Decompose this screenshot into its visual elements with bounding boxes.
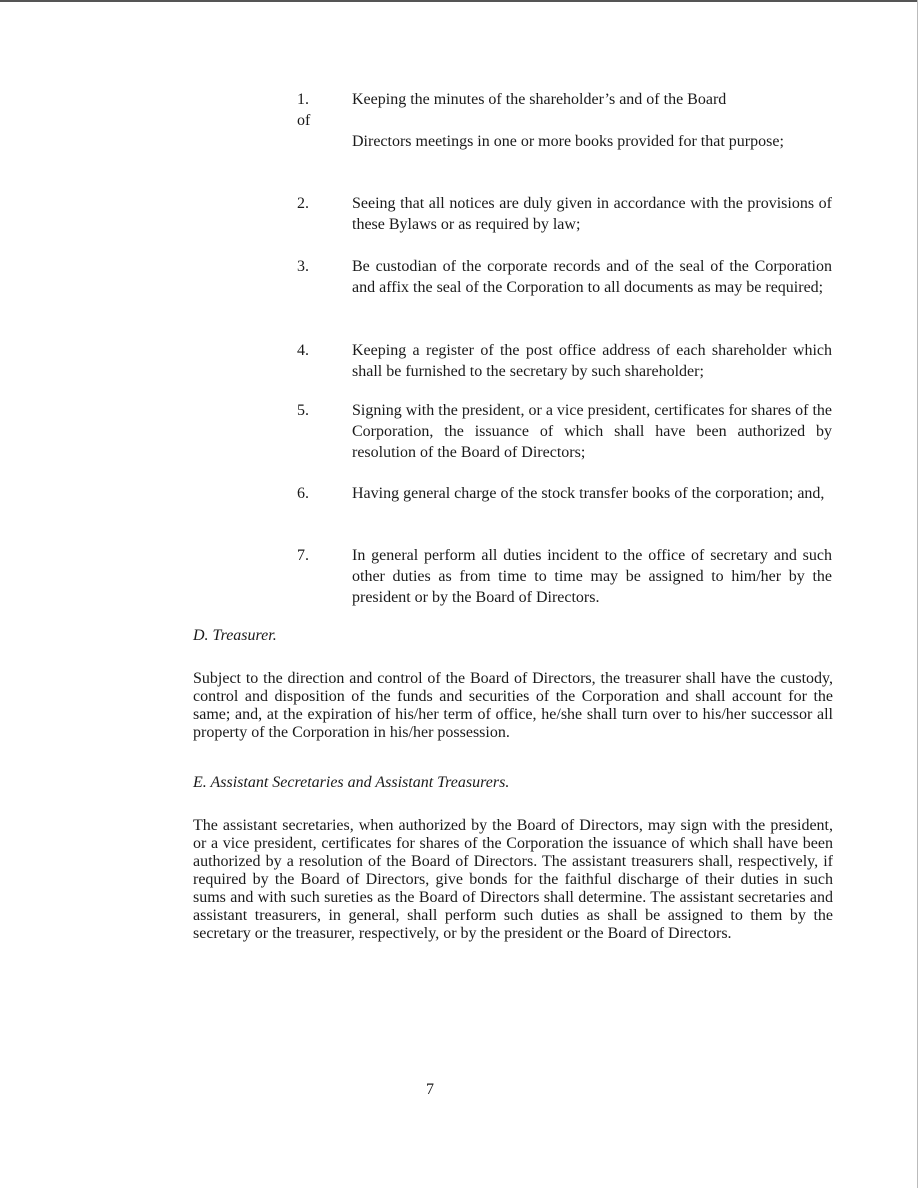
list-item-7 [297, 545, 832, 608]
list-item-4 [297, 340, 832, 382]
list-item-1 [297, 89, 832, 150]
treasurer-heading: D. Treasurer. [193, 627, 277, 644]
item-number: 1. [297, 91, 309, 108]
item-number: 6. [297, 485, 309, 502]
item-text: Signing with the president, or a vice president, certificates for shares of the Corporation, the issuance of which shall have been authorized by resolution of the Board of Directors; [352, 402, 832, 461]
item-text: Be custodian of the corporate records and of the seal of the Corporation and affix the seal of the Corporation to all documents as may be required; [352, 258, 832, 296]
assistants-heading: E. Assistant Secretaries and Assistant Treasurers. [193, 774, 510, 791]
item-text: Having general charge of the stock transfer books of the corporation; and, [352, 485, 825, 502]
page-number: 7 [426, 1081, 434, 1098]
item-text: Seeing that all notices are duly given in accordance with the provisions of these Bylaws or as required by law; [352, 195, 832, 233]
item-number: 5. [297, 402, 309, 419]
list-item-3 [297, 256, 832, 298]
item-number: 3. [297, 258, 309, 275]
item-number: 2. [297, 195, 309, 212]
list-item-2 [297, 193, 832, 235]
item-number: 7. [297, 547, 309, 564]
item-number: 4. [297, 342, 309, 359]
list-item-5 [297, 400, 832, 463]
item-text-continuation: Directors meetings in one or more books provided for that purpose; [352, 133, 784, 150]
item-text-line: Keeping the minutes of the shareholder’s and of the Board [352, 91, 727, 108]
item-text-wrap: of [297, 112, 311, 129]
assistants-paragraph: The assistant secretaries, when authorized by the Board of Directors, may sign with the president, or a vice president, certificates for shares of the Corporation the issuance of which shall have been authorized by a resolution of the Board of Directors. The assistant treasurers shall, respectively, if required by the Board of Directors, give bonds for the faithful discharge of their duties in such sums and with such sureties as the Board of Directors shall determine. The assistant secretaries and assistant treasurers, in general, shall perform such duties as shall be assigned to them by the secretary or the treasurer, respectively, or by the president or the Board of Directors. [193, 817, 833, 942]
list-item-6 [297, 483, 832, 504]
item-text: Keeping a register of the post office address of each shareholder which shall be furnished to the secretary by such shareholder; [352, 342, 832, 380]
treasurer-paragraph: Subject to the direction and control of the Board of Directors, the treasurer shall have the custody, control and disposition of the funds and securities of the Corporation and shall account for the same; and, at the expiration of his/her term of office, he/she shall turn over to his/her successor all property of the Corporation in his/her possession. [193, 670, 833, 741]
scan-top-edge [0, 0, 918, 2]
item-text: In general perform all duties incident to the office of secretary and such other duties as from time to time may be assigned to him/her by the president or by the Board of Directors. [352, 547, 832, 606]
